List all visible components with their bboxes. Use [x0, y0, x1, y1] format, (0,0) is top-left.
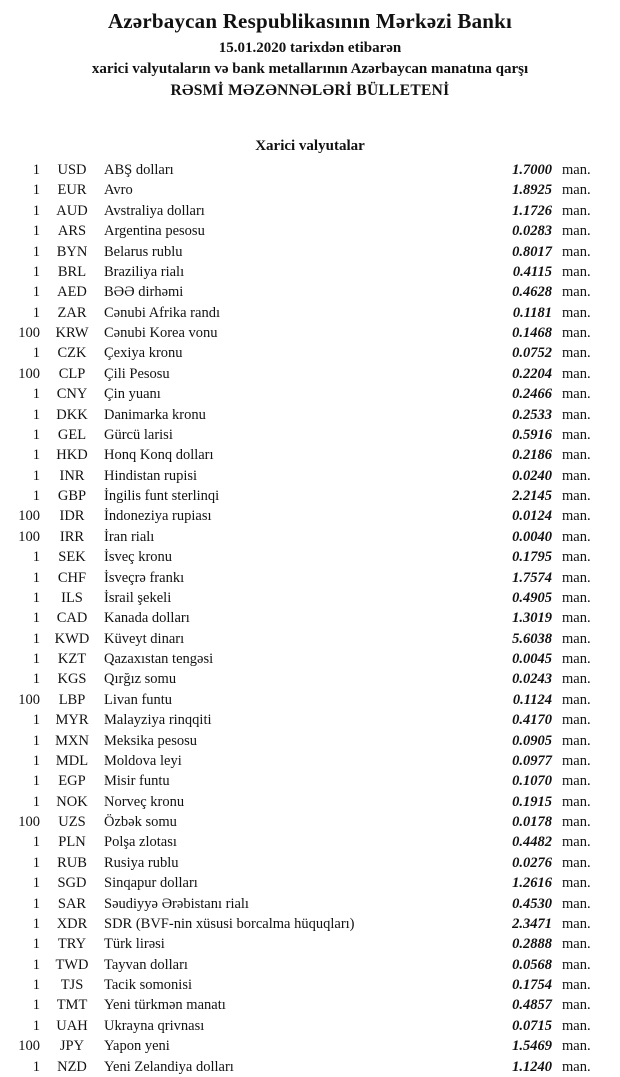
- rate-value: 0.4905: [512, 589, 552, 606]
- currency-code: EGP: [58, 773, 86, 790]
- currency-quantity: 1: [32, 651, 40, 667]
- rate-value: 1.3019: [512, 610, 552, 627]
- currency-name: Tacik somonisi: [104, 977, 192, 993]
- currency-quantity: 1: [32, 406, 40, 423]
- unit-label: man.: [562, 467, 591, 484]
- currency-quantity: 100: [18, 691, 40, 708]
- unit-label: man.: [562, 915, 591, 932]
- rate-value: 0.0977: [512, 752, 552, 769]
- table-row: [0, 201, 597, 221]
- rate-value: 0.1915: [512, 793, 552, 810]
- table-row: [0, 343, 597, 363]
- currency-name: Meksika pesosu: [104, 732, 198, 749]
- table-row: [0, 160, 597, 180]
- currency-code: CHF: [57, 569, 87, 586]
- currency-quantity: 1: [32, 793, 40, 810]
- rate-value: 0.8017: [512, 243, 552, 260]
- rate-value: 0.0568: [512, 956, 552, 973]
- currency-quantity: 100: [18, 1038, 40, 1055]
- unit-label: man.: [562, 202, 591, 219]
- table-row: [0, 303, 597, 323]
- unit-label: man.: [562, 793, 591, 810]
- currency-name: Türk lirəsi: [104, 936, 165, 953]
- table-row: [0, 1036, 597, 1056]
- currency-quantity: 1: [32, 915, 40, 932]
- rate-value: 0.0045: [512, 651, 552, 667]
- currency-name: Qazaxıstan tengəsi: [104, 651, 214, 667]
- rate-value: 0.0243: [512, 671, 552, 688]
- bulletin-title: RƏSMİ MƏZƏNNƏLƏRİ BÜLLETENİ: [170, 82, 450, 99]
- currency-code: CZK: [57, 345, 87, 362]
- currency-code: EUR: [57, 182, 87, 199]
- rate-value: 0.2533: [512, 406, 552, 423]
- currency-name: Cənubi Afrika randı: [104, 304, 220, 321]
- rate-value: 1.7000: [512, 162, 552, 178]
- currency-name: Çexiya kronu: [104, 345, 183, 362]
- currency-quantity: 1: [32, 854, 40, 871]
- unit-label: man.: [562, 263, 591, 280]
- currency-code: BRL: [57, 263, 87, 280]
- currency-name: İsrail şekeli: [104, 589, 172, 606]
- table-row: [0, 710, 597, 730]
- currency-code: CLP: [58, 365, 86, 382]
- rate-value: 1.8925: [512, 182, 552, 199]
- table-row: [0, 995, 597, 1015]
- table-row: [0, 914, 597, 934]
- currency-code: BYN: [56, 243, 88, 260]
- currency-code: NZD: [57, 1058, 87, 1075]
- currency-code: AUD: [56, 202, 88, 219]
- table-row: [0, 975, 597, 995]
- currency-code: NOK: [56, 793, 88, 810]
- table-row: [0, 364, 597, 384]
- currency-code: IDR: [59, 508, 85, 525]
- unit-label: man.: [562, 1038, 591, 1055]
- currency-name: İsveçrə frankı: [104, 569, 185, 586]
- currency-quantity: 1: [32, 977, 40, 993]
- rate-value: 0.4628: [512, 284, 552, 301]
- unit-label: man.: [562, 365, 591, 382]
- unit-label: man.: [562, 569, 591, 586]
- rate-value: 0.4857: [512, 997, 552, 1014]
- unit-label: man.: [562, 773, 591, 790]
- currency-name: Cənubi Korea vonu: [104, 325, 218, 341]
- unit-label: man.: [562, 549, 591, 566]
- unit-label: man.: [562, 814, 591, 830]
- currency-name: ABŞ dolları: [104, 162, 174, 178]
- rate-value: 0.2186: [512, 447, 552, 464]
- currency-quantity: 100: [18, 365, 40, 382]
- currency-code: HKD: [56, 447, 88, 464]
- unit-label: man.: [562, 630, 591, 647]
- unit-label: man.: [562, 325, 591, 341]
- currency-code: SEK: [58, 549, 86, 566]
- table-row: [0, 955, 597, 975]
- rate-value: 0.4170: [512, 712, 552, 729]
- rate-value: 0.0178: [512, 814, 552, 830]
- currency-quantity: 1: [32, 1017, 40, 1034]
- table-row: [0, 832, 597, 852]
- currency-code: RUB: [57, 854, 87, 871]
- currency-code: TMT: [56, 997, 88, 1014]
- table-row: [0, 649, 597, 669]
- currency-quantity: 1: [32, 712, 40, 729]
- rate-value: 0.4482: [512, 834, 552, 851]
- table-row: [0, 669, 597, 689]
- currency-quantity: 1: [32, 589, 40, 606]
- currency-code: MYR: [55, 712, 89, 729]
- currency-name: Yeni türkmən manatı: [104, 997, 226, 1014]
- table-row: [0, 527, 597, 547]
- unit-label: man.: [562, 936, 591, 953]
- rate-value: 5.6038: [512, 630, 552, 647]
- currency-quantity: 100: [18, 528, 40, 545]
- currency-quantity: 1: [32, 202, 40, 219]
- unit-label: man.: [562, 1017, 591, 1034]
- rate-value: 0.4530: [512, 895, 552, 912]
- currency-code: MDL: [55, 752, 89, 769]
- unit-label: man.: [562, 284, 591, 301]
- table-row: [0, 934, 597, 954]
- table-row: [0, 1057, 597, 1077]
- currency-name: Avstraliya dolları: [104, 202, 205, 219]
- currency-quantity: 1: [32, 997, 40, 1014]
- currency-name: Küveyt dinarı: [104, 630, 185, 647]
- rate-value: 0.1181: [512, 304, 552, 321]
- rate-value: 0.0276: [512, 854, 552, 871]
- currency-name: Sinqapur dolları: [104, 875, 198, 892]
- unit-label: man.: [562, 589, 591, 606]
- unit-label: man.: [562, 182, 591, 199]
- rate-value: 1.7574: [512, 569, 552, 586]
- rate-value: 2.3471: [512, 915, 552, 932]
- currency-code: AED: [57, 284, 87, 301]
- unit-label: man.: [562, 426, 591, 443]
- unit-label: man.: [562, 304, 591, 321]
- currency-code: TRY: [57, 936, 87, 953]
- rate-value: 2.2145: [512, 488, 552, 504]
- currency-name: BƏƏ dirhəmi: [104, 284, 184, 301]
- rate-value: 0.2204: [512, 365, 552, 382]
- unit-label: man.: [562, 243, 591, 260]
- currency-code: SAR: [57, 895, 87, 912]
- bulletin-header: [0, 0, 620, 102]
- unit-label: man.: [562, 528, 591, 545]
- currency-quantity: 1: [32, 610, 40, 627]
- currency-name: SDR (BVF-nin xüsusi borcalma hüquqları): [104, 915, 355, 932]
- currency-name: Danimarka kronu: [104, 406, 206, 423]
- currency-quantity: 1: [32, 875, 40, 892]
- currency-code: XDR: [56, 915, 88, 932]
- rate-value: 0.0124: [512, 508, 552, 525]
- currency-code: ILS: [61, 589, 83, 606]
- unit-label: man.: [562, 834, 591, 851]
- currency-quantity: 1: [32, 284, 40, 301]
- currency-code: LBP: [58, 691, 86, 708]
- rate-value: 0.0905: [512, 732, 552, 749]
- section-title-foreign-currencies: Xarici valyutalar: [255, 138, 365, 154]
- currency-code: ZAR: [57, 304, 87, 321]
- currency-name: Ukrayna qrivnası: [104, 1017, 205, 1034]
- rate-value: 1.1240: [512, 1058, 552, 1075]
- table-row: [0, 323, 597, 343]
- rate-value: 1.2616: [512, 875, 552, 892]
- currency-name: İsveç kronu: [104, 549, 173, 566]
- unit-label: man.: [562, 162, 591, 178]
- currency-quantity: 1: [32, 895, 40, 912]
- currency-name: Avro: [104, 182, 133, 199]
- currency-code: KGS: [57, 671, 87, 688]
- currency-name: Yapon yeni: [104, 1038, 170, 1055]
- table-row: [0, 568, 597, 588]
- table-row: [0, 221, 597, 241]
- unit-label: man.: [562, 875, 591, 892]
- rate-value: 0.0715: [512, 1017, 552, 1034]
- currency-quantity: 1: [32, 263, 40, 280]
- currency-code: INR: [59, 467, 85, 484]
- table-row: [0, 873, 597, 893]
- table-row: [0, 812, 597, 832]
- table-row: [0, 608, 597, 628]
- rate-value: 0.0752: [512, 345, 552, 362]
- currency-code: USD: [57, 162, 87, 178]
- unit-label: man.: [562, 854, 591, 871]
- effective-date-line: 15.01.2020 tarixdən etibarən: [218, 40, 402, 56]
- currency-name: Qırğız somu: [104, 671, 177, 688]
- rate-value: 0.0240: [512, 467, 552, 484]
- currency-quantity: 1: [32, 549, 40, 566]
- currency-quantity: 1: [32, 182, 40, 199]
- unit-label: man.: [562, 977, 591, 993]
- currency-quantity: 100: [18, 814, 40, 830]
- currency-name: Braziliya rialı: [104, 263, 185, 280]
- currency-quantity: 1: [32, 467, 40, 484]
- currency-quantity: 1: [32, 345, 40, 362]
- bank-title: Azərbaycan Respublikasının Mərkəzi Bankı: [107, 9, 513, 33]
- currency-quantity: 1: [32, 834, 40, 851]
- unit-label: man.: [562, 223, 591, 240]
- currency-code: UZS: [58, 814, 86, 830]
- currency-name: İran rialı: [104, 528, 155, 545]
- table-row: [0, 425, 597, 445]
- unit-label: man.: [562, 345, 591, 362]
- table-row: [0, 445, 597, 465]
- currency-name: Misir funtu: [104, 773, 170, 790]
- currency-quantity: 100: [18, 508, 40, 525]
- table-row: [0, 690, 597, 710]
- unit-label: man.: [562, 671, 591, 688]
- currency-code: UAH: [56, 1017, 88, 1034]
- currency-quantity: 1: [32, 447, 40, 464]
- table-row: [0, 853, 597, 873]
- currency-code: GEL: [57, 426, 87, 443]
- currency-code: GBP: [57, 488, 87, 504]
- table-row: [0, 180, 597, 200]
- currency-name: Honq Konq dolları: [104, 447, 214, 464]
- unit-label: man.: [562, 691, 591, 708]
- table-row: [0, 262, 597, 282]
- unit-label: man.: [562, 752, 591, 769]
- currency-code: PLN: [58, 834, 86, 851]
- rate-value: 0.1468: [512, 325, 552, 341]
- currency-name: Belarus rublu: [104, 243, 183, 260]
- currency-quantity: 1: [32, 426, 40, 443]
- currency-code: KZT: [57, 651, 87, 667]
- unit-label: man.: [562, 488, 591, 504]
- rate-value: 0.1754: [512, 977, 552, 993]
- currency-quantity: 1: [32, 223, 40, 240]
- rate-value: 0.5916: [512, 426, 552, 443]
- currency-quantity: 100: [18, 325, 40, 341]
- unit-label: man.: [562, 712, 591, 729]
- table-row: [0, 792, 597, 812]
- table-row: [0, 1016, 597, 1036]
- exchange-rates-table: [0, 160, 620, 1077]
- currency-code: MXN: [55, 732, 89, 749]
- currency-quantity: 1: [32, 304, 40, 321]
- currency-name: Səudiyyə Ərəbistanı rialı: [104, 895, 249, 912]
- currency-quantity: 1: [32, 630, 40, 647]
- table-row: [0, 731, 597, 751]
- currency-quantity: 1: [32, 162, 40, 178]
- unit-label: man.: [562, 732, 591, 749]
- currency-code: CNY: [56, 386, 88, 403]
- currency-quantity: 1: [32, 386, 40, 403]
- rate-value: 0.2888: [512, 936, 552, 953]
- table-row: [0, 588, 597, 608]
- currency-name: Çin yuanı: [104, 386, 161, 403]
- currency-code: IRR: [59, 528, 85, 545]
- table-row: [0, 771, 597, 791]
- unit-label: man.: [562, 651, 591, 667]
- unit-label: man.: [562, 447, 591, 464]
- currency-name: Özbək somu: [104, 814, 177, 830]
- rate-value: 1.5469: [512, 1038, 552, 1055]
- currency-quantity: 1: [32, 569, 40, 586]
- unit-label: man.: [562, 406, 591, 423]
- subject-line: xarici valyutaların və bank metallarının Azərbaycan manatına qarşı: [91, 61, 529, 77]
- currency-code: CAD: [56, 610, 88, 627]
- currency-name: İndoneziya rupiası: [104, 508, 212, 525]
- currency-name: Livan funtu: [104, 691, 173, 708]
- currency-quantity: 1: [32, 732, 40, 749]
- rate-value: 1.1726: [512, 202, 552, 219]
- unit-label: man.: [562, 386, 591, 403]
- currency-name: Tayvan dolları: [104, 956, 188, 973]
- currency-name: Polşa zlotası: [104, 834, 177, 851]
- unit-label: man.: [562, 997, 591, 1014]
- currency-name: Yeni Zelandiya dolları: [104, 1058, 234, 1075]
- currency-name: Hindistan rupisi: [104, 467, 198, 484]
- rate-value: 0.2466: [512, 386, 552, 403]
- unit-label: man.: [562, 1058, 591, 1075]
- currency-quantity: 1: [32, 1058, 40, 1075]
- currency-quantity: 1: [32, 956, 40, 973]
- table-row: [0, 486, 597, 506]
- currency-quantity: 1: [32, 752, 40, 769]
- currency-name: Malayziya rinqqiti: [104, 712, 212, 729]
- currency-name: Argentina pesosu: [104, 223, 205, 240]
- rate-value: 0.1795: [512, 549, 552, 566]
- currency-quantity: 1: [32, 936, 40, 953]
- unit-label: man.: [562, 956, 591, 973]
- table-row: [0, 242, 597, 262]
- currency-name: Moldova leyi: [104, 752, 182, 769]
- currency-code: KRW: [55, 325, 89, 341]
- table-row: [0, 894, 597, 914]
- currency-code: TWD: [55, 956, 89, 973]
- unit-label: man.: [562, 895, 591, 912]
- currency-name: İngilis funt sterlinqi: [104, 488, 220, 504]
- currency-name: Norveç kronu: [104, 793, 185, 810]
- rate-value: 0.1070: [512, 773, 552, 790]
- rate-value: 0.0283: [512, 223, 552, 240]
- currency-quantity: 1: [32, 671, 40, 688]
- currency-code: SGD: [57, 875, 87, 892]
- table-row: [0, 751, 597, 771]
- currency-name: Çili Pesosu: [104, 365, 170, 382]
- currency-quantity: 1: [32, 488, 40, 504]
- table-row: [0, 547, 597, 567]
- table-row: [0, 405, 597, 425]
- table-row: [0, 282, 597, 302]
- table-row: [0, 506, 597, 526]
- rate-value: 0.0040: [512, 528, 552, 545]
- table-row: [0, 466, 597, 486]
- unit-label: man.: [562, 508, 591, 525]
- currency-code: JPY: [59, 1038, 85, 1055]
- rate-value: 0.4115: [512, 263, 552, 280]
- currency-code: DKK: [56, 406, 88, 423]
- currency-quantity: 1: [32, 773, 40, 790]
- unit-label: man.: [562, 610, 591, 627]
- table-row: [0, 629, 597, 649]
- currency-code: ARS: [57, 223, 87, 240]
- currency-code: TJS: [60, 977, 84, 993]
- table-row: [0, 384, 597, 404]
- currency-name: Rusiya rublu: [104, 854, 179, 871]
- currency-code: KWD: [54, 630, 90, 647]
- currency-name: Gürcü larisi: [104, 426, 173, 443]
- rate-value: 0.1124: [512, 691, 552, 708]
- currency-name: Kanada dolları: [104, 610, 190, 627]
- currency-quantity: 1: [32, 243, 40, 260]
